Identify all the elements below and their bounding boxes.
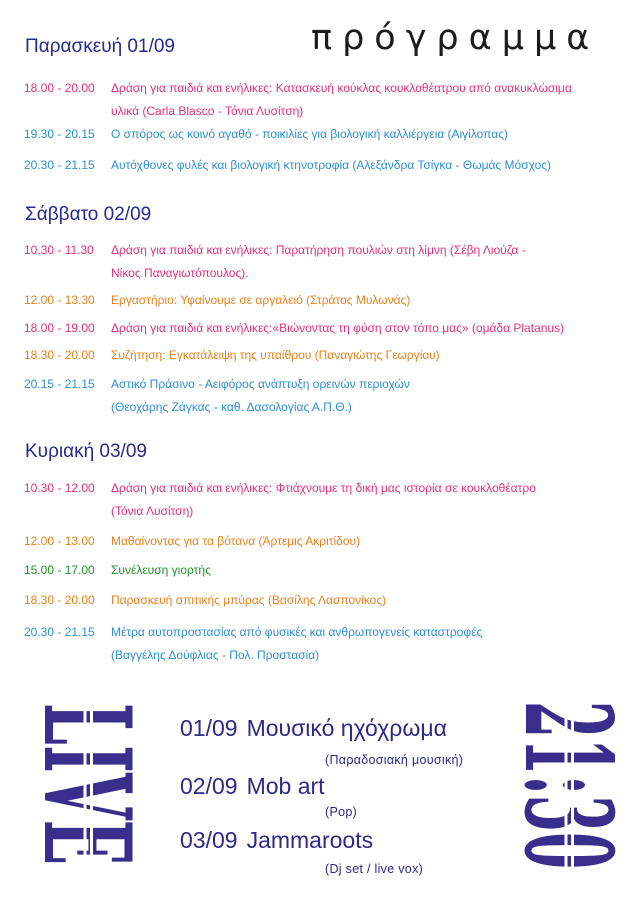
entry-time: 10.30 - 11.30 — [24, 243, 94, 257]
entry-description — [111, 289, 634, 312]
entry-description — [111, 621, 634, 667]
entry-description-line: Νίκος Παναγιωτόπουλος). — [111, 266, 249, 280]
entry-description-line: Συζήτηση: Εγκατάλειψη της υπαίθρου (Παναγιώτης Γεωργίου) — [111, 348, 440, 362]
entry-description-line: Δράση για παιδιά και ενήλικες: Κατασκευή κούκλας κουκλοθέατρου από ανακυκλώσιμα — [111, 81, 572, 95]
act-genre: (Παραδοσιακή μουσική) — [325, 753, 464, 767]
schedule-entry — [24, 344, 634, 367]
schedule-entry — [24, 77, 634, 123]
live-act — [180, 826, 373, 854]
entry-time: 20.30 - 21.15 — [24, 625, 95, 639]
live-start-time — [497, 700, 638, 870]
schedule-entry — [24, 239, 634, 285]
entry-time: 12.00 - 13.00 — [24, 534, 95, 548]
live-start-time-text: 21:30 — [497, 700, 638, 870]
entry-time: 19.30 - 20.15 — [24, 127, 95, 141]
act-name: Jammaroots — [246, 827, 374, 853]
schedule-entry — [24, 621, 634, 667]
entry-description-line: Αυτόχθονες φυλές και βιολογική κτηνοτροφία (Αλεξάνδρα Τσίγκα - Θωμάς Μόσχος) — [111, 158, 552, 172]
day-heading-sunday: Κυριακή 03/09 — [25, 441, 147, 462]
entry-description-line: (Βαγγέλης Δούφλιας - Πολ. Προστασία) — [111, 648, 320, 662]
entry-description — [111, 344, 634, 367]
live-badge-text: LIVE — [16, 702, 157, 865]
entry-description — [111, 317, 634, 340]
act-genre: (Pop) — [325, 805, 358, 819]
schedule-entry — [24, 154, 634, 177]
entry-time: 20.30 - 21.15 — [24, 158, 95, 172]
entry-description-line: Δράση για παιδιά και ενήλικες:«Βιώνοντας τη φύση στον τόπο μας» (ομάδα Platanus) — [111, 321, 565, 335]
schedule-entry — [24, 373, 634, 419]
schedule-entry — [24, 317, 634, 340]
entry-time: 18.30 - 20.00 — [24, 348, 95, 362]
entry-description-line: Εργαστήριο: Υφαίνουμε σε αργαλειό (Στράτος Μυλωνάς) — [111, 293, 411, 307]
entry-description — [111, 477, 634, 523]
day-heading-friday: Παρασκευή 01/09 — [25, 36, 175, 57]
act-name: Mob art — [246, 773, 325, 799]
schedule-entry — [24, 477, 634, 523]
entry-time: 18.30 - 20.00 — [24, 593, 95, 607]
entry-description-line: Αστικό Πράσινο - Αειφόρος ανάπτυξη ορεινών περιοχών — [111, 377, 410, 391]
act-date: 01/09 — [180, 715, 238, 741]
entry-description — [111, 530, 634, 553]
schedule-entry — [24, 559, 634, 582]
schedule-entry — [24, 289, 634, 312]
entry-description — [111, 123, 634, 146]
entry-description — [111, 77, 634, 123]
entry-description-line: Δράση για παιδιά και ενήλικες: Παρατήρηση πουλιών στη λίμνη (Σέβη Λιούζα - — [111, 243, 526, 257]
entry-description — [111, 154, 634, 177]
act-date: 03/09 — [180, 827, 238, 853]
entry-description — [111, 559, 634, 582]
entry-description-line: Συνέλευση γιορτής — [111, 563, 211, 577]
schedule-entry — [24, 530, 634, 553]
entry-description — [111, 373, 634, 419]
entry-description — [111, 589, 634, 612]
act-genre: (Dj set / live vox) — [325, 862, 424, 876]
page-title: πρόγραμμα — [311, 18, 600, 58]
schedule-entry — [24, 589, 634, 612]
entry-time: 15.00 - 17.00 — [24, 563, 95, 577]
entry-description-line: (Τόνια Λυσίτση) — [111, 504, 194, 518]
entry-description-line: υλικά (Carla Blasco - Τόνια Λυσίτση) — [111, 104, 304, 118]
entry-description-line: Μέτρα αυτοπροστασίας από φυσικές και ανθρωπογενείς καταστροφές — [111, 625, 483, 639]
entry-time: 20.15 - 21.15 — [24, 377, 95, 391]
entry-time: 12.00 - 13.30 — [24, 293, 95, 307]
entry-description-line: Δράση για παιδιά και ενήλικες: Φτιάχνουμε τη δική μας ιστορία σε κουκλοθέατρο — [111, 481, 536, 495]
act-date: 02/09 — [180, 773, 238, 799]
entry-description-line: (Θεοχάρης Ζάγκας - καθ. Δασολογίας Α.Π.Θ.) — [111, 400, 352, 414]
entry-description — [111, 239, 634, 285]
entry-description-line: Παρασκευή σπιτικής μπύρας (Βασίλης Λασπονίκος) — [111, 593, 387, 607]
entry-description-line: Ο σπόρος ως κοινό αγαθό - ποικιλίες για βιολογική καλλιέργεια (Αιγίλοπας) — [111, 127, 508, 141]
entry-time: 10.30 - 12.00 — [24, 481, 95, 495]
entry-time: 18.00 - 20.00 — [24, 81, 95, 95]
entry-time: 18.00 - 19.00 — [24, 321, 95, 335]
schedule-entry — [24, 123, 634, 146]
day-heading-saturday: Σάββατο 02/09 — [25, 204, 152, 225]
entry-description-line: Μαθαίνοντας για τα βότανα (Άρτεμις Ακριτίδου) — [111, 534, 361, 548]
act-name: Μουσικό ηχόχρωμα — [246, 715, 447, 741]
live-badge — [16, 702, 157, 865]
live-act — [180, 772, 325, 800]
live-act — [180, 714, 447, 742]
